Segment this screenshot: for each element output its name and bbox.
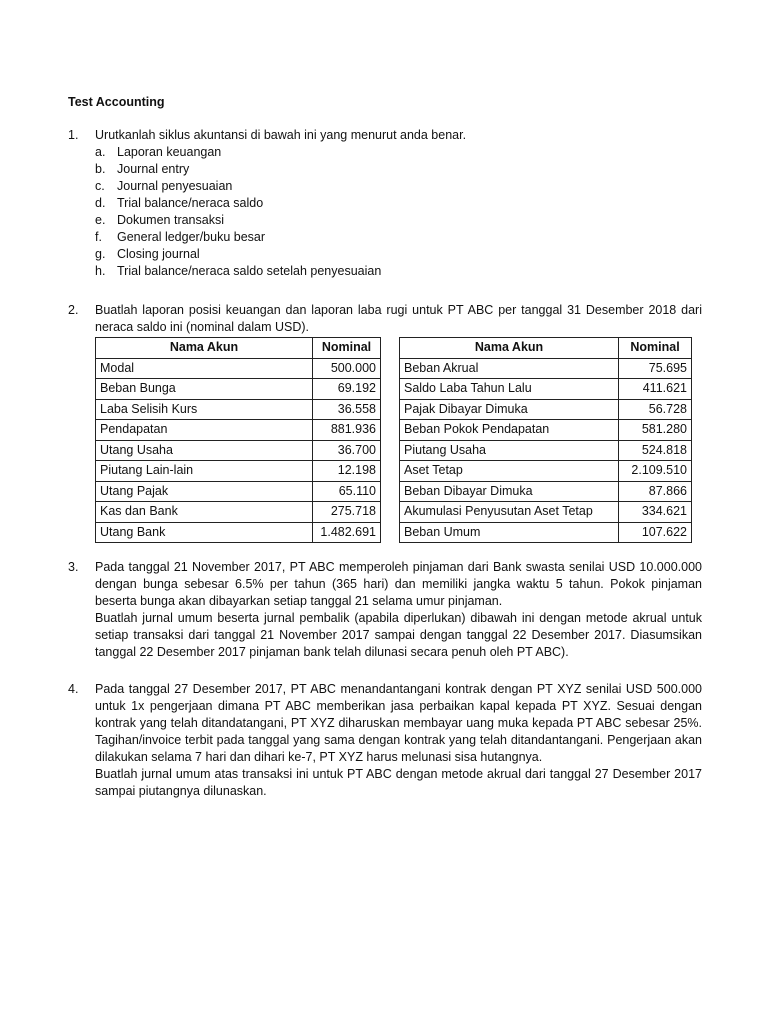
- table-row: [400, 420, 692, 441]
- account-name: Beban Akrual: [400, 358, 619, 379]
- account-name: Laba Selisih Kurs: [96, 399, 313, 420]
- question-number: 1.: [68, 128, 79, 142]
- table-row: [96, 379, 381, 400]
- option-text: General ledger/buku besar: [117, 230, 266, 244]
- column-header-nominal: Nominal: [619, 338, 692, 359]
- account-name: Utang Usaha: [96, 440, 313, 461]
- account-name: Beban Umum: [400, 522, 619, 543]
- account-value: 275.718: [313, 502, 381, 523]
- account-value: 107.622: [619, 522, 692, 543]
- table-row: [400, 522, 692, 543]
- table-row: [400, 379, 692, 400]
- column-header-account: Nama Akun: [400, 338, 619, 359]
- option-text: Dokumen transaksi: [117, 213, 224, 227]
- account-value: 56.728: [619, 399, 692, 420]
- list-item: [95, 246, 702, 263]
- table-row: [400, 461, 692, 482]
- trial-balance-table-left: [95, 337, 381, 543]
- account-name: Modal: [96, 358, 313, 379]
- table-header-row: [400, 338, 692, 359]
- account-name: Pajak Dibayar Dimuka: [400, 399, 619, 420]
- account-value: 12.198: [313, 461, 381, 482]
- table-row: [96, 502, 381, 523]
- question-4: [68, 681, 702, 800]
- table-header-row: [96, 338, 381, 359]
- question-text: Buatlah laporan posisi keuangan dan laporan laba rugi untuk PT ABC per tanggal 31 Desember 2018 dari neraca saldo ini (nominal dalam USD).: [95, 303, 702, 334]
- column-header-nominal: Nominal: [313, 338, 381, 359]
- table-row: [96, 399, 381, 420]
- list-item: [95, 212, 702, 229]
- option-text: Journal penyesuaian: [117, 179, 233, 193]
- account-name: Beban Dibayar Dimuka: [400, 481, 619, 502]
- option-letter: g.: [95, 247, 106, 261]
- option-letter: c.: [95, 179, 105, 193]
- question-1: [68, 127, 702, 280]
- table-row: [400, 502, 692, 523]
- list-item: [95, 263, 702, 280]
- table-row: [400, 481, 692, 502]
- account-value: 411.621: [619, 379, 692, 400]
- option-letter: b.: [95, 162, 106, 176]
- account-name: Utang Bank: [96, 522, 313, 543]
- table-row: [96, 481, 381, 502]
- option-text: Laporan keuangan: [117, 145, 222, 159]
- account-name: Kas dan Bank: [96, 502, 313, 523]
- option-letter: d.: [95, 196, 106, 210]
- table-row: [400, 399, 692, 420]
- account-name: Aset Tetap: [400, 461, 619, 482]
- table-row: [96, 522, 381, 543]
- account-value: 881.936: [313, 420, 381, 441]
- option-text: Closing journal: [117, 247, 200, 261]
- question-2: [68, 302, 702, 336]
- account-name: Utang Pajak: [96, 481, 313, 502]
- question-paragraph: Buatlah jurnal umum beserta jurnal pembalik (apabila diperlukan) dibawah ini dengan metode akrual untuk setiap transaksi dari tanggal 21 November 2017 sampai dengan tanggal 22 Desember 2017. Diasumsikan tanggal 22 Desember 2017 pinjaman bank telah dilunasi secara penuh oleh PT ABC).: [95, 611, 702, 659]
- question-paragraph: Pada tanggal 27 Desember 2017, PT ABC menandantangani kontrak dengan PT XYZ senilai USD 500.000 untuk 1x pengerjaan dimana PT ABC memberikan jasa perbaikan kapal kepada PT XYZ. Sesuai dengan kontrak yang telah ditandatangani, PT XYZ diharuskan membayar uang muka kepada PT ABC sebesar 25%. Tagihan/invoice terbit pada tanggal yang sama dengan kontrak yang telah ditandantangani. Pengerjaan akan dilakukan selama 7 hari dan dihari ke-7, PT XYZ harus melunasi sisa hutangnya.: [95, 682, 702, 764]
- question-number: 2.: [68, 303, 79, 317]
- table-row: [96, 440, 381, 461]
- account-name: Beban Pokok Pendapatan: [400, 420, 619, 441]
- account-name: Beban Bunga: [96, 379, 313, 400]
- question-3: [68, 559, 702, 661]
- question-number: 3.: [68, 560, 79, 574]
- list-item: [95, 144, 702, 161]
- account-value: 581.280: [619, 420, 692, 441]
- account-name: Piutang Usaha: [400, 440, 619, 461]
- account-value: 69.192: [313, 379, 381, 400]
- account-value: 2.109.510: [619, 461, 692, 482]
- column-header-account: Nama Akun: [96, 338, 313, 359]
- option-letter: e.: [95, 213, 106, 227]
- document-title: Test Accounting: [68, 95, 165, 109]
- list-item: [95, 229, 702, 246]
- question-paragraph: Pada tanggal 21 November 2017, PT ABC memperoleh pinjaman dari Bank swasta senilai USD 10.000.000 dengan bunga sebesar 6.5% per tahun (365 hari) dan memiliki jangka waktu 5 tahun. Pokok pinjaman beserta bunga akan dibayarkan setiap tanggal 21 selama umur pinjaman.: [95, 560, 702, 608]
- account-value: 87.866: [619, 481, 692, 502]
- account-value: 36.700: [313, 440, 381, 461]
- question-number: 4.: [68, 682, 79, 696]
- option-letter: a.: [95, 145, 106, 159]
- question-paragraph: Buatlah jurnal umum atas transaksi ini untuk PT ABC dengan metode akrual dari tanggal 27 Desember 2017 sampai piutangnya dilunaskan.: [95, 767, 702, 798]
- table-row: [96, 461, 381, 482]
- account-name: Piutang Lain-lain: [96, 461, 313, 482]
- option-text: Journal entry: [117, 162, 190, 176]
- account-value: 65.110: [313, 481, 381, 502]
- account-value: 75.695: [619, 358, 692, 379]
- account-value: 36.558: [313, 399, 381, 420]
- list-item: [95, 161, 702, 178]
- table-row: [96, 358, 381, 379]
- table-row: [96, 420, 381, 441]
- account-name: Akumulasi Penyusutan Aset Tetap: [400, 502, 619, 523]
- account-value: 1.482.691: [313, 522, 381, 543]
- list-item: [95, 195, 702, 212]
- account-name: Pendapatan: [96, 420, 313, 441]
- account-name: Saldo Laba Tahun Lalu: [400, 379, 619, 400]
- table-row: [400, 358, 692, 379]
- account-value: 524.818: [619, 440, 692, 461]
- account-value: 334.621: [619, 502, 692, 523]
- account-value: 500.000: [313, 358, 381, 379]
- option-letter: h.: [95, 264, 106, 278]
- table-row: [400, 440, 692, 461]
- option-letter: f.: [95, 230, 102, 244]
- trial-balance-table-right: [399, 337, 692, 543]
- question-text: Urutkanlah siklus akuntansi di bawah ini yang menurut anda benar.: [95, 128, 467, 142]
- list-item: [95, 178, 702, 195]
- option-list: [95, 144, 702, 280]
- option-text: Trial balance/neraca saldo setelah penyesuaian: [117, 264, 382, 278]
- option-text: Trial balance/neraca saldo: [117, 196, 264, 210]
